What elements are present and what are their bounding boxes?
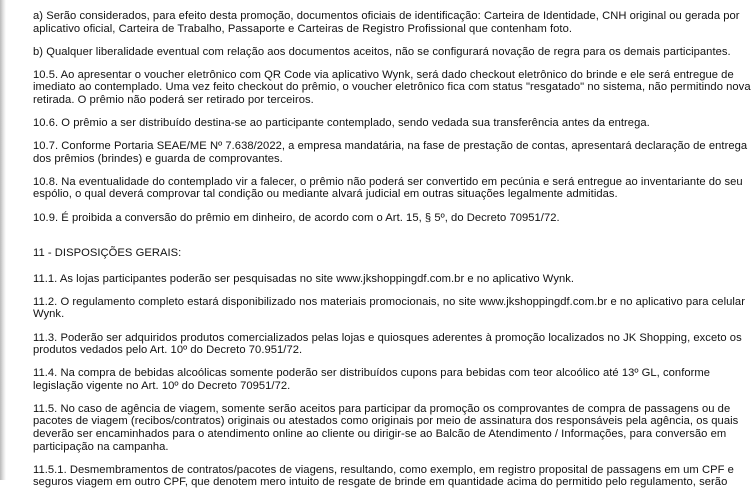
clause-line: 10.9. É proibida a conversão do prêmio em dinheiro, de acordo com o Art. 15, § 5º, do Decreto 70951/72. xyxy=(33,211,560,224)
clause-11-2 xyxy=(33,295,745,321)
clause-line: legislação vigente no Art. 10º do Decreto 70951/72. xyxy=(33,379,291,392)
clause-line: 11.1. As lojas participantes poderão ser pesquisadas no site www.jkshoppingdf.com.br e no aplicativo Wynk. xyxy=(33,272,575,285)
clause-line: 10.7. Conforme Portaria SEAE/ME Nº 7.638/2022, a empresa mandatária, na fase de prestação de contas, apresentará declaração de entrega xyxy=(33,140,748,153)
clause-line: retirada. O prêmio não poderá ser retirado por terceiros. xyxy=(33,93,314,106)
clause-line: 11.3. Poderão ser adquiridos produtos comercializados pelas lojas e quiosques aderentes à promoção localizados no JK Shopping, exceto os xyxy=(33,331,742,344)
clause-line: seguros viagem em outro CPF, que denotem mero intuito de resgate de brinde em quantidade acima do permitido pelo regulamento, serão xyxy=(33,476,728,489)
clause-11-5-1 xyxy=(33,464,733,489)
page-edge-shadow xyxy=(0,0,6,480)
clause-line: 10.5. Ao apresentar o voucher eletrônico com QR Code via aplicativo Wynk, será dado checkout eletrônico do brinde e ele será entregue de xyxy=(33,68,734,81)
clause-line: pacotes de viagem (recibos/contratos) originais ou atestados como originais por meio de assinatura dos responsáveis pela agência, os quais xyxy=(33,415,739,428)
clause-10-9 xyxy=(33,212,733,225)
clause-line: 11.4. Na compra de bebidas alcoólicas somente poderão ser distribuídos cupons para bebidas com teor alcoólico até 13º GL, conforme xyxy=(33,367,711,380)
clause-a xyxy=(33,10,740,35)
clause-line: a) Serão considerados, para efeito desta promoção, documentos oficiais de identificação: Carteira de Identidade, CNH original ou gerada por xyxy=(33,10,740,22)
clause-line: dos prêmios (brindes) e guarda de comprovantes. xyxy=(33,152,283,165)
clause-line: 11.5.1. Desmembramentos de contratos/pacotes de viagens, resultando, como exemplo, em registro proposital de passagens em um CPF e xyxy=(33,463,734,476)
clause-10-5 xyxy=(33,68,751,107)
clause-line: imediato ao contemplado. Uma vez feito checkout do prêmio, o voucher eletrônico fica com status "resgatado" no sistema, não permitindo nova xyxy=(33,81,751,94)
clause-b xyxy=(33,46,733,59)
clause-11-1 xyxy=(33,273,733,286)
clause-line: 10.8. Na eventualidade do contemplado vir a falecer, o prêmio não poderá ser convertido em pecúnia e será entregue ao inventariante do seu xyxy=(33,175,743,188)
clause-line: 11.5. No caso de agência de viagem, somente serão aceitos para participar da promoção os comprovantes de compra de passagens ou de xyxy=(33,402,731,415)
clause-line: deverão ser encaminhados para o atendimento online ao cliente ou dirigir-se ao Balcão de Atendimento / Informações, para conversão em xyxy=(33,428,727,441)
clause-line: b) Qualquer liberalidade eventual com relação aos documentos aceitos, não se configurará novação de regra para os demais participantes. xyxy=(33,45,731,58)
clause-10-6 xyxy=(33,117,733,130)
clause-11-5 xyxy=(33,402,739,453)
clause-line: produtos vedados pelo Art. 10º do Decreto 70.951/72. xyxy=(33,344,303,357)
clause-line: 10.6. O prêmio a ser distribuído destina-se ao participante contemplado, sendo vedada sua transferência antes da entrega. xyxy=(33,117,650,130)
clause-line: espólio, o qual deverá comprovar tal condição ou mediante alvará judicial em outras situações legalmente admitidas. xyxy=(33,188,618,201)
clause-10-7 xyxy=(33,140,748,165)
clause-line: Wynk. xyxy=(33,308,65,321)
clause-11-3 xyxy=(33,331,742,357)
clause-10-8 xyxy=(33,175,743,201)
clause-line: aplicativo oficial, Carteira de Trabalho, Passaporte e Carteiras de Registro Profissional que contenham foto. xyxy=(33,22,573,35)
clause-line: 11.2. O regulamento completo estará disponibilizado nos materiais promocionais, no site www.jkshoppingdf.com.br e no aplicativo para celular xyxy=(33,295,745,308)
section-heading: 11 - DISPOSIÇÕES GERAIS: xyxy=(33,247,182,260)
document-body xyxy=(33,10,751,499)
clause-11-4 xyxy=(33,367,733,392)
clause-line: participação na campanha. xyxy=(33,440,169,453)
